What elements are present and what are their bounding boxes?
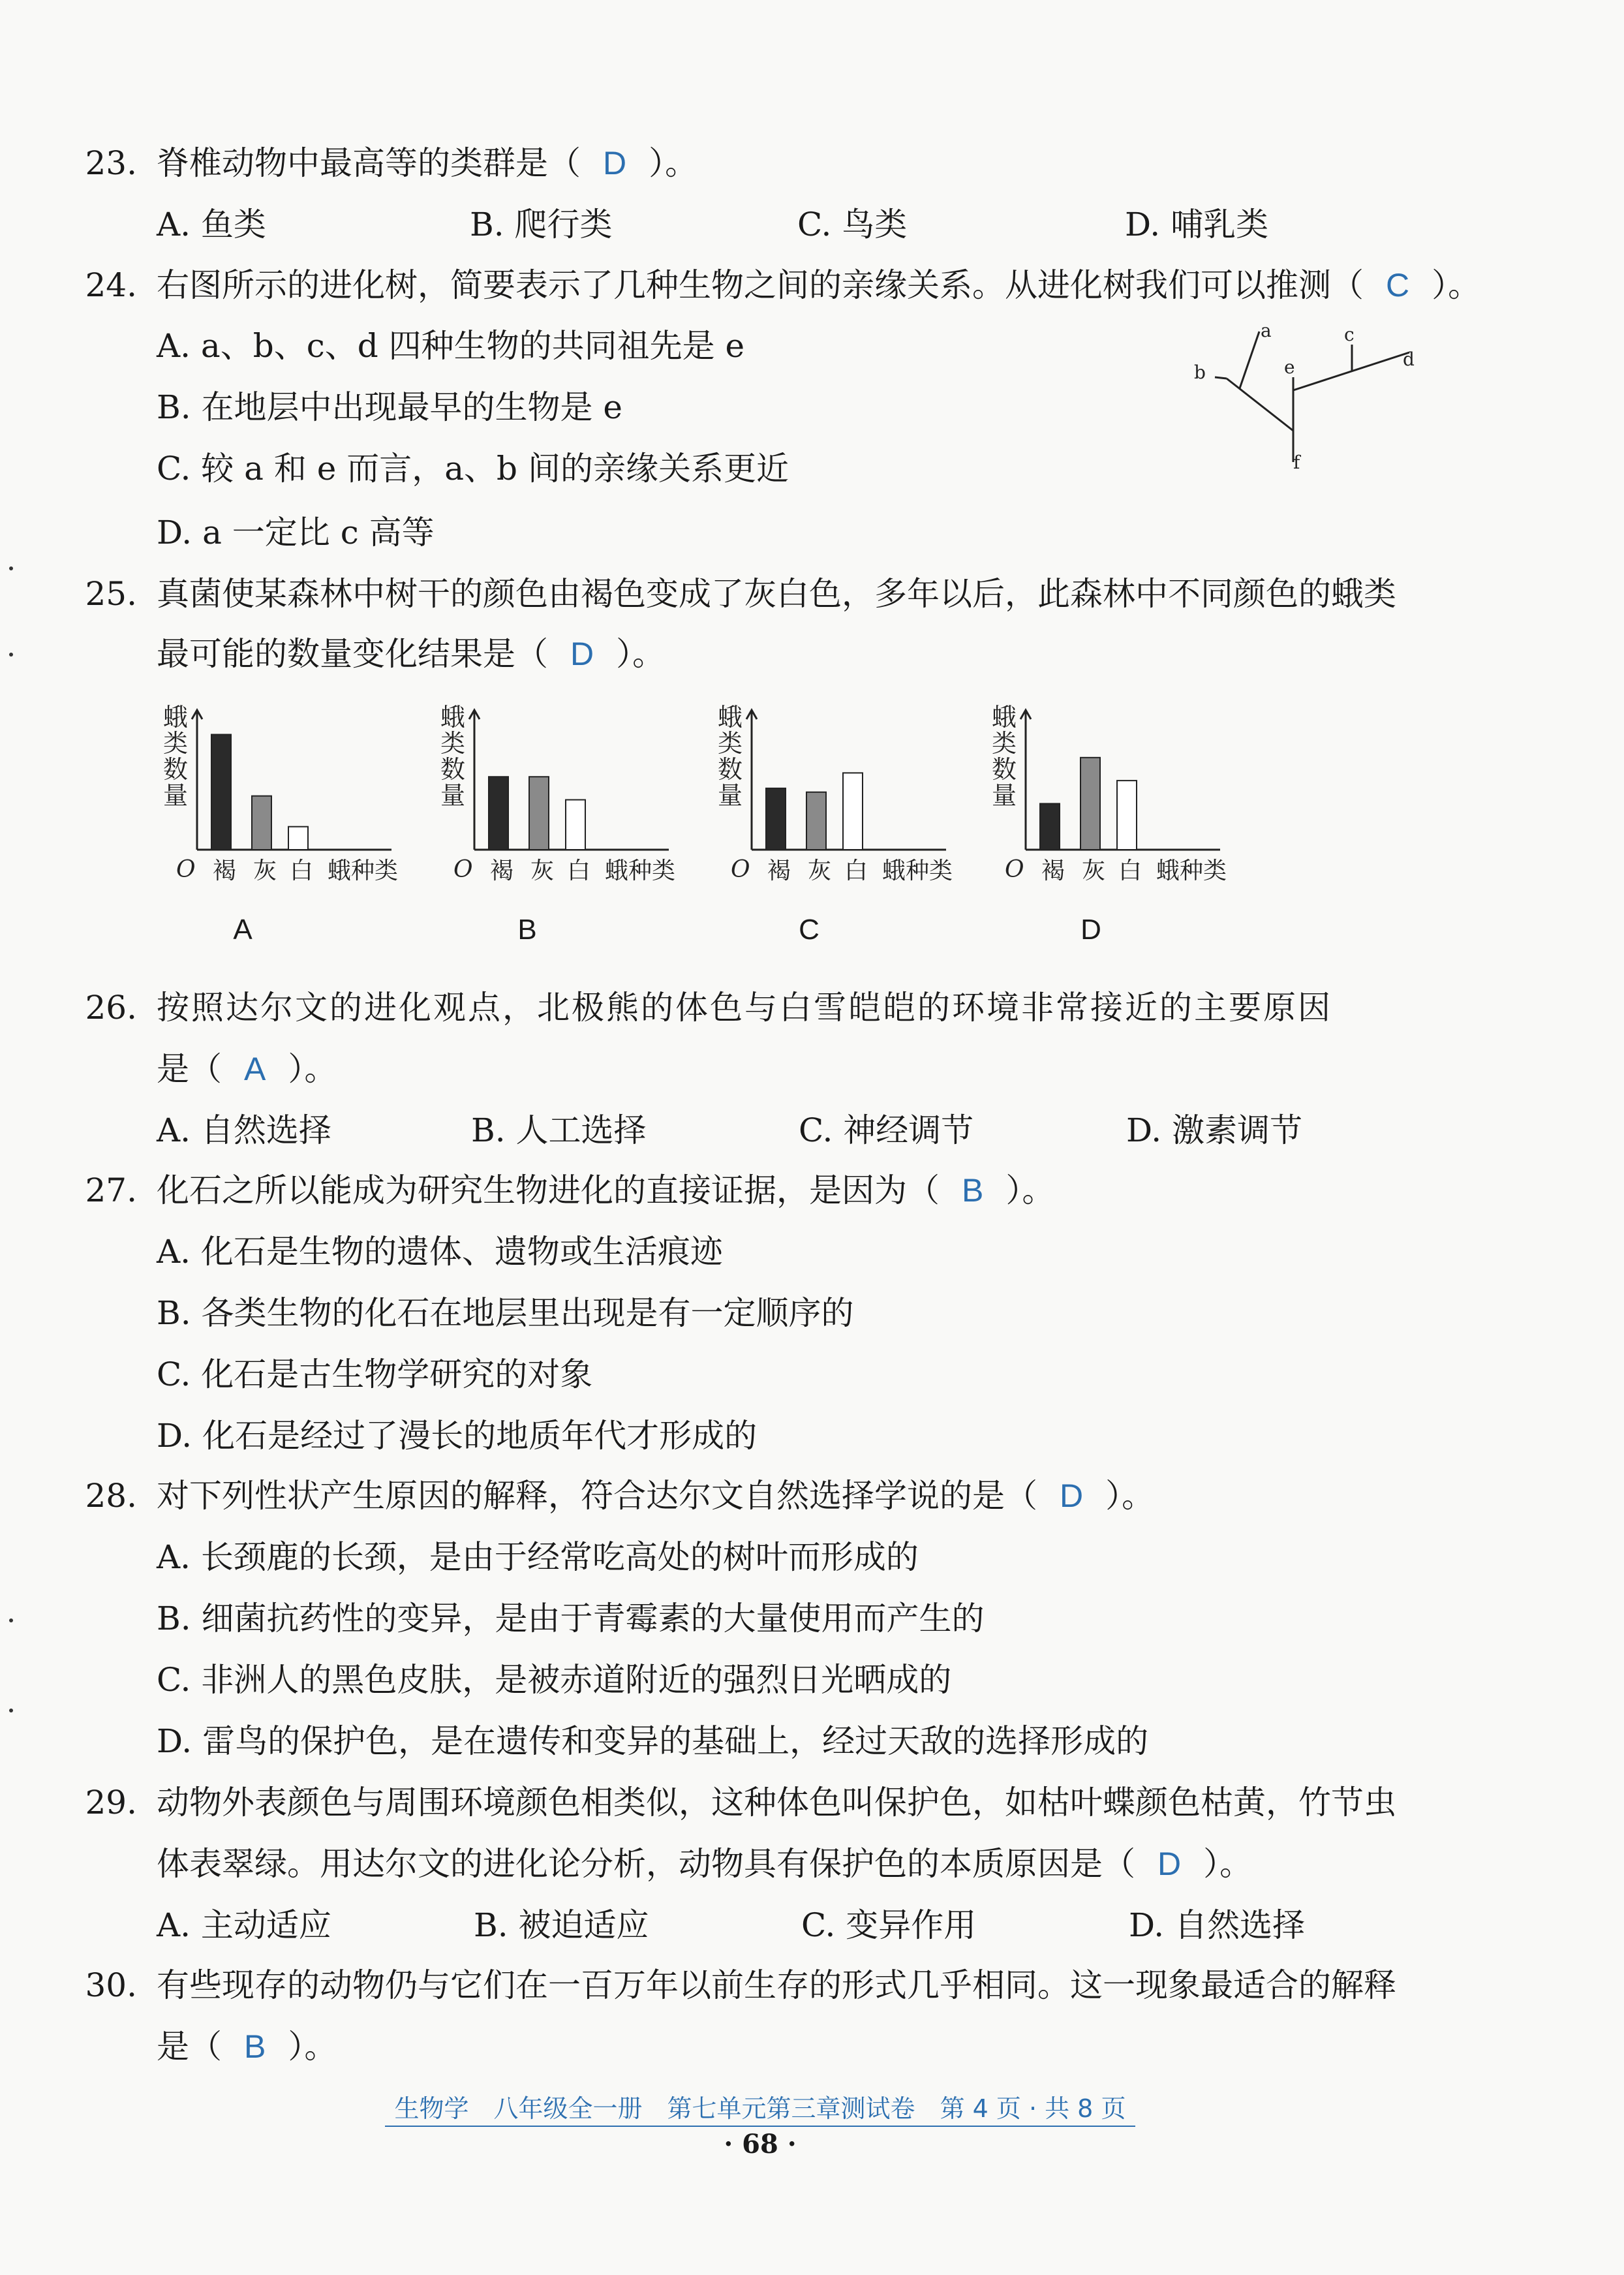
x-tick-label: 白	[290, 858, 314, 884]
margin-mark	[9, 1618, 13, 1622]
y-axis-label-char: 量	[163, 781, 189, 810]
x-tick-label: 灰	[530, 858, 555, 884]
y-axis-label-char: 蛾	[992, 703, 1017, 732]
question-stem: 化石之所以能成为研究生物进化的直接证据，是因为（ B ）。	[157, 1171, 1055, 1209]
y-axis-label-char: 数	[718, 755, 743, 784]
origin-label: O	[176, 856, 196, 883]
option: C. 神经调节	[799, 1111, 974, 1149]
y-axis-label-char: 量	[718, 781, 743, 810]
option: D. 哺乳类	[1125, 206, 1269, 243]
option: A. 化石是生物的遗体、遗物或生活痕迹	[157, 1233, 723, 1271]
question-stem: 对下列性状产生原因的解释，符合达尔文自然选择学说的是（ D ）。	[157, 1477, 1155, 1515]
chart-choice-letter: C	[799, 914, 820, 946]
option: C. 变异作用	[801, 1906, 977, 1944]
answer: A	[244, 1051, 266, 1087]
option: D. a 一定比 c 高等	[157, 514, 435, 551]
bar-白	[288, 827, 308, 850]
moth-bar-chart	[985, 698, 1259, 914]
y-axis-label-char: 数	[992, 755, 1017, 784]
question-stem-line: 真菌使某森林中树干的颜色由褐色变成了灰白色，多年以后，此森林中不同颜色的蛾类	[157, 575, 1396, 613]
bar-灰	[806, 792, 826, 850]
bar-白	[843, 773, 863, 850]
moth-bar-chart	[157, 698, 431, 914]
answer: D	[1060, 1478, 1084, 1514]
question-stem: 体表翠绿。用达尔文的进化论分析，动物具有保护色的本质原因是（ D ）。	[157, 1845, 1253, 1883]
question-stem: 是（ A ）。	[157, 1050, 337, 1088]
question-stem: 最可能的数量变化结果是（ D ）。	[157, 635, 666, 673]
option: C. 化石是古生物学研究的对象	[157, 1355, 593, 1393]
x-tick-label: 灰	[1082, 858, 1106, 884]
tree-label: b	[1194, 362, 1206, 383]
margin-mark	[9, 1709, 13, 1712]
x-tick-label: 褐	[213, 858, 237, 884]
bar-褐	[1040, 803, 1060, 850]
chart-choice-letter: A	[233, 914, 253, 946]
page-footer: 生物学 八年级全一册 第七单元第三章测试卷 第 4 页 · 共 8 页	[385, 2088, 1135, 2127]
option: D. 自然选择	[1129, 1906, 1306, 1944]
answer: D	[570, 636, 594, 672]
x-axis-label: 蛾种类	[1156, 858, 1227, 884]
bar-白	[1117, 781, 1137, 850]
y-axis-label-char: 类	[163, 729, 189, 758]
x-axis-label: 蛾种类	[882, 858, 953, 884]
option: A. 长颈鹿的长颈，是由于经常吃高处的树叶而形成的	[157, 1538, 919, 1576]
option: A. 主动适应	[157, 1906, 331, 1944]
bar-灰	[1080, 758, 1100, 850]
y-axis-label-char: 数	[163, 755, 189, 784]
evolution-tree-diagram	[1187, 313, 1435, 476]
origin-label: O	[731, 856, 750, 883]
answer: B	[962, 1172, 984, 1209]
page-number: · 68 ·	[724, 2129, 797, 2159]
moth-bar-chart	[711, 698, 985, 914]
bar-白	[566, 800, 585, 850]
origin-label: O	[453, 856, 473, 883]
y-axis-label-char: 蛾	[718, 703, 743, 732]
x-axis-label: 蛾种类	[328, 858, 399, 884]
option: C. 较 a 和 e 而言，a、b 间的亲缘关系更近	[157, 450, 789, 488]
chart-choice-letter: D	[1080, 914, 1101, 946]
x-tick-label: 白	[1118, 858, 1142, 884]
y-axis-label-char: 蛾	[440, 703, 466, 732]
option: D. 化石是经过了漫长的地质年代才形成的	[157, 1417, 758, 1455]
question-stem-line: 按照达尔文的进化观点，北极熊的体色与白雪皑皑的环境非常接近的主要原因	[157, 989, 1332, 1027]
option: B. 在地层中出现最早的生物是 e	[157, 388, 623, 426]
option: B. 爬行类	[470, 206, 613, 243]
question-number: 24.	[85, 266, 137, 304]
bar-褐	[489, 777, 508, 850]
tree-label: e	[1284, 356, 1295, 378]
bar-褐	[766, 788, 786, 850]
x-tick-label: 褐	[1041, 858, 1065, 884]
question-stem: 脊椎动物中最高等的类群是（ D ）。	[157, 144, 698, 182]
option: A. 鱼类	[157, 206, 266, 243]
tree-label: d	[1403, 348, 1415, 370]
option: A. 自然选择	[157, 1111, 331, 1149]
y-axis-label-char: 数	[440, 755, 466, 784]
bar-灰	[529, 777, 549, 850]
option: B. 各类生物的化石在地层里出现是有一定顺序的	[157, 1294, 854, 1332]
y-axis-label-char: 类	[992, 729, 1017, 758]
y-axis-label-char: 蛾	[163, 703, 189, 732]
question-number: 27.	[85, 1171, 137, 1209]
tree-label: c	[1344, 324, 1355, 345]
tree-label: f	[1293, 452, 1300, 473]
margin-mark	[9, 653, 13, 657]
y-axis-label-char: 量	[440, 781, 466, 810]
question-number: 29.	[85, 1784, 137, 1821]
answer: C	[1386, 267, 1410, 303]
question-stem-line: 动物外表颜色与周围环境颜色相类似，这种体色叫保护色，如枯叶蝶颜色枯黄，竹节虫	[157, 1784, 1396, 1821]
answer: D	[603, 145, 627, 181]
question-stem: 是（ B ）。	[157, 2028, 337, 2066]
question-number: 30.	[85, 1966, 137, 2004]
x-axis-label: 蛾种类	[605, 858, 676, 884]
chart-choice-letter: B	[517, 914, 537, 946]
y-axis-label-char: 量	[992, 781, 1017, 810]
question-number: 26.	[85, 989, 137, 1027]
bar-灰	[252, 796, 271, 850]
x-tick-label: 褐	[490, 858, 514, 884]
answer: D	[1157, 1846, 1182, 1882]
x-tick-label: 白	[567, 858, 591, 884]
question-number: 28.	[85, 1477, 137, 1515]
x-tick-label: 白	[844, 858, 868, 884]
x-tick-label: 褐	[767, 858, 791, 884]
question-stem-line: 有些现存的动物仍与它们在一百万年以前生存的形式几乎相同。这一现象最适合的解释	[157, 1966, 1396, 2004]
question-number: 25.	[85, 575, 137, 613]
option: D. 激素调节	[1126, 1111, 1303, 1149]
bar-褐	[211, 735, 231, 850]
y-axis-label-char: 类	[718, 729, 743, 758]
x-tick-label: 灰	[253, 858, 277, 884]
margin-mark	[9, 566, 13, 570]
option: A. a、b、c、d 四种生物的共同祖先是 e	[157, 327, 745, 365]
option: B. 细菌抗药性的变异，是由于青霉素的大量使用而产生的	[157, 1600, 985, 1637]
option: D. 雷鸟的保护色，是在遗传和变异的基础上，经过天敌的选择形成的	[157, 1722, 1149, 1760]
moth-bar-chart	[434, 698, 708, 914]
origin-label: O	[1005, 856, 1024, 883]
option: C. 非洲人的黑色皮肤，是被赤道附近的强烈日光晒成的	[157, 1661, 952, 1699]
x-tick-label: 灰	[808, 858, 832, 884]
option: C. 鸟类	[797, 206, 908, 243]
answer: B	[244, 2028, 266, 2065]
y-axis-label-char: 类	[440, 729, 466, 758]
question-stem: 右图所示的进化树，简要表示了几种生物之间的亲缘关系。从进化树我们可以推测（ C ）。	[157, 266, 1481, 304]
option: B. 被迫适应	[474, 1906, 649, 1944]
question-number: 23.	[85, 144, 137, 182]
option: B. 人工选择	[471, 1111, 647, 1149]
tree-label: a	[1261, 320, 1272, 341]
